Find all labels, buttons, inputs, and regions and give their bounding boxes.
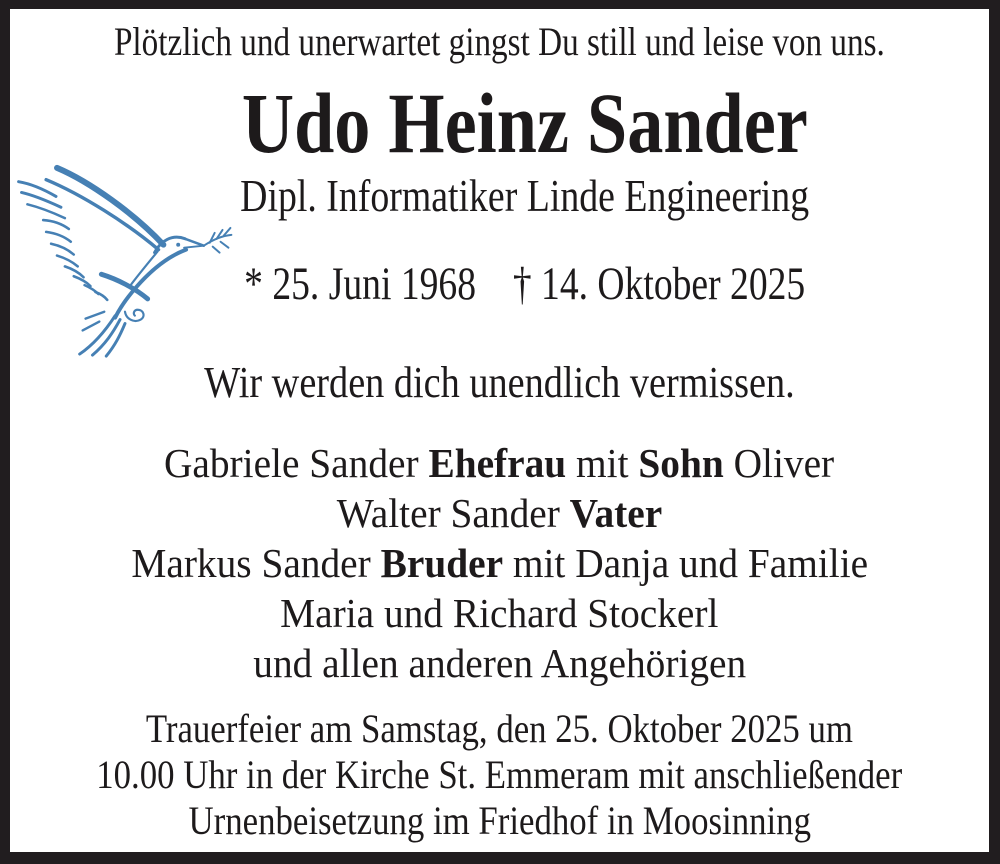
funeral-detail-line — [10, 706, 989, 752]
funeral-detail-line — [10, 752, 989, 798]
mourner-name: mit Danja und Familie — [502, 540, 868, 586]
dove-peace-icon — [10, 158, 238, 360]
mourner-name: und allen anderen Angehörigen — [253, 640, 746, 686]
relation-label: Bruder — [380, 540, 503, 586]
mourner-name: Maria und Richard Stockerl — [280, 590, 719, 636]
farewell-text: Wir werden dich unendlich vermissen. — [204, 358, 795, 407]
mourner-line — [10, 538, 989, 588]
funeral-detail-text: 10.00 Uhr in der Kirche St. Emmeram mit anschließender — [96, 752, 903, 797]
mourner-name: Oliver — [724, 440, 835, 486]
farewell-line — [10, 356, 989, 410]
mourner-line — [10, 488, 989, 538]
opening-quote-text: Plötzlich und unerwartet gingst Du still und leise von uns. — [114, 19, 885, 64]
funeral-detail-line — [10, 798, 989, 844]
mourner-name: Markus Sander — [131, 540, 381, 586]
deceased-name-text: Udo Heinz Sander — [241, 75, 808, 171]
relation-label: Sohn — [638, 440, 725, 486]
funeral-detail-text: Trauerfeier am Samstag, den 25. Oktober 2025 um — [145, 706, 854, 751]
relation-label: Vater — [569, 490, 663, 536]
deceased-name — [10, 75, 989, 171]
mourner-line — [10, 588, 989, 638]
relation-label: Ehefrau — [428, 440, 567, 486]
opening-quote — [10, 18, 989, 66]
profession-text: Dipl. Informatiker Linde Engineering — [240, 171, 809, 221]
mourner-line — [10, 438, 989, 488]
mourner-text: mit — [566, 440, 639, 486]
birth-date: * 25. Juni 1968 — [243, 258, 476, 310]
funeral-detail-text: Urnenbeisetzung im Friedhof in Moosinning — [188, 798, 811, 843]
death-date: † 14. Oktober 2025 — [512, 258, 806, 310]
mourner-name: Gabriele Sander — [164, 440, 429, 486]
mourner-name: Walter Sander — [336, 490, 570, 536]
mourner-line — [10, 638, 989, 688]
funeral-details — [10, 706, 989, 844]
mourners-list — [10, 438, 989, 688]
